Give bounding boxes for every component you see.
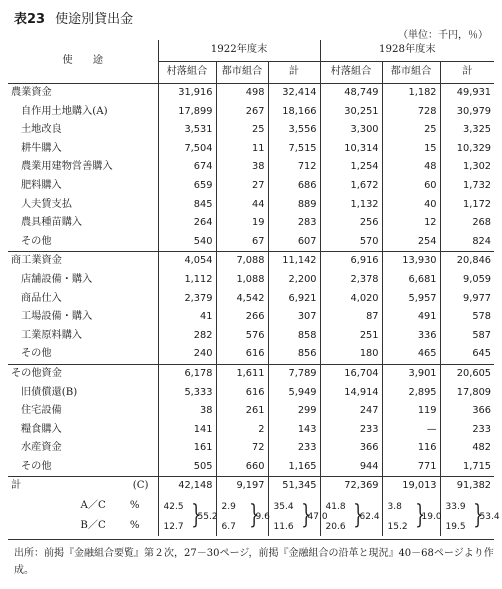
- row-label: [8, 421, 158, 440]
- ratio-cell: [216, 496, 268, 536]
- row-label: [8, 121, 158, 140]
- table-cell: 482: [440, 439, 494, 458]
- row-label-text: 農具種苗購入: [21, 217, 83, 229]
- table-cell: 498: [216, 84, 268, 103]
- table-cell: 9,197: [216, 477, 268, 496]
- table-cell: 119: [382, 402, 440, 421]
- ratio-ac-value: 3.8: [387, 502, 402, 513]
- table-cell: 1,132: [320, 196, 382, 215]
- row-label: [8, 384, 158, 403]
- table-cell: 282: [158, 327, 216, 346]
- table-cell: 578: [440, 308, 494, 327]
- table-cell: 4,054: [158, 252, 216, 271]
- table-row: [8, 140, 494, 159]
- ratio-ac-value: 41.8: [325, 502, 346, 513]
- table-cell: 505: [158, 458, 216, 477]
- table-cell: 1,182: [382, 84, 440, 103]
- table-cell: 19,013: [382, 477, 440, 496]
- table-cell: 87: [320, 308, 382, 327]
- table-cell: 728: [382, 103, 440, 122]
- brace: }: [190, 500, 201, 531]
- table-cell: 30,251: [320, 103, 382, 122]
- ratio-bc-value: 19.5: [445, 522, 466, 533]
- table-cell: 67: [216, 233, 268, 252]
- table-cell: 3,531: [158, 121, 216, 140]
- brace: }: [414, 500, 425, 531]
- table-cell: 587: [440, 327, 494, 346]
- table-cell: 307: [268, 308, 320, 327]
- bottom-rule: [8, 539, 494, 540]
- table-cell: 1,672: [320, 177, 382, 196]
- row-label-text: 肥料購入: [21, 179, 62, 191]
- table-body: [8, 84, 494, 477]
- row-label: [8, 103, 158, 122]
- table-cell: 5,333: [158, 384, 216, 403]
- table-cell: 40: [382, 196, 440, 215]
- table-row: [8, 214, 494, 233]
- table-cell: 366: [320, 439, 382, 458]
- brace: }: [300, 500, 311, 531]
- ratio-ac-label: A／C: [80, 500, 106, 512]
- table-cell: 7,088: [216, 252, 268, 271]
- ratio-labels: [8, 496, 158, 536]
- ratio-ac-value: 2.9: [221, 502, 236, 513]
- table-cell: 570: [320, 233, 382, 252]
- table-cell: 143: [268, 421, 320, 440]
- header-usage: 使 途: [8, 40, 158, 84]
- ratio-bc-value: 15.2: [387, 522, 408, 533]
- row-label-text: 工業原料購入: [21, 329, 83, 341]
- table-cell: 10,314: [320, 140, 382, 159]
- table-cell: 49,931: [440, 84, 494, 103]
- section-row: [8, 364, 494, 383]
- table-cell: 1,715: [440, 458, 494, 477]
- table-cell: 616: [216, 384, 268, 403]
- table-cell: 1,088: [216, 271, 268, 290]
- table-cell: 283: [268, 214, 320, 233]
- table-cell: 42,148: [158, 477, 216, 496]
- table-cell: 465: [382, 345, 440, 364]
- table-row: [8, 458, 494, 477]
- table-cell: 6,178: [158, 364, 216, 383]
- table-cell: 771: [382, 458, 440, 477]
- row-label: [8, 214, 158, 233]
- ratio-cell: [382, 496, 440, 536]
- table-cell: 264: [158, 214, 216, 233]
- table-cell: 266: [216, 308, 268, 327]
- loan-usage-table: [8, 40, 500, 536]
- table-cell: 845: [158, 196, 216, 215]
- row-label: [8, 252, 158, 271]
- table-cell: 233: [440, 421, 494, 440]
- table-cell: 607: [268, 233, 320, 252]
- table-cell: 299: [268, 402, 320, 421]
- table-cell: 9,059: [440, 271, 494, 290]
- row-label-text: 農業資金: [11, 87, 52, 98]
- row-label-text: 旧債償還(B): [21, 386, 78, 398]
- table-row: [8, 308, 494, 327]
- row-label-text: その他: [21, 460, 52, 472]
- row-label-text: その他: [21, 235, 52, 247]
- header-col: 計: [268, 62, 320, 84]
- table-title-text: 使途別貸出金: [55, 12, 134, 27]
- header-1928: 1928年度末: [320, 40, 494, 62]
- unit-note: （単位：千円，％）: [398, 30, 488, 41]
- table-cell: 660: [216, 458, 268, 477]
- table-cell: 576: [216, 327, 268, 346]
- table-cell: 17,809: [440, 384, 494, 403]
- table-cell: 14,914: [320, 384, 382, 403]
- row-label: [8, 233, 158, 252]
- table-cell: 1,172: [440, 196, 494, 215]
- table-cell: 366: [440, 402, 494, 421]
- table-cell: 645: [440, 345, 494, 364]
- table-cell: 38: [216, 158, 268, 177]
- ratio-sum-value: 19.0: [421, 512, 442, 523]
- header-1922: 1922年度末: [158, 40, 320, 62]
- table-cell: 1,302: [440, 158, 494, 177]
- table-cell: 11,142: [268, 252, 320, 271]
- table-cell: 48: [382, 158, 440, 177]
- section-row: [8, 252, 494, 271]
- table-cell: 7,504: [158, 140, 216, 159]
- row-label: [8, 439, 158, 458]
- table-cell: 674: [158, 158, 216, 177]
- table-cell: 60: [382, 177, 440, 196]
- table-cell: 491: [382, 308, 440, 327]
- brace: }: [248, 500, 259, 531]
- header-col: 都市組合: [216, 62, 268, 84]
- table-cell: 6,921: [268, 290, 320, 309]
- table-cell: 712: [268, 158, 320, 177]
- table-cell: 254: [382, 233, 440, 252]
- table-cell: 27: [216, 177, 268, 196]
- table-row: [8, 103, 494, 122]
- row-label-text: その他資金: [11, 367, 62, 379]
- table-cell: 2,379: [158, 290, 216, 309]
- table-cell: 17,899: [158, 103, 216, 122]
- table-row: [8, 121, 494, 140]
- table-row: [8, 233, 494, 252]
- table-cell: 10,329: [440, 140, 494, 159]
- row-label: [8, 196, 158, 215]
- ratio-bc-value: 20.6: [325, 522, 346, 533]
- table-cell: 4,020: [320, 290, 382, 309]
- row-label: [8, 458, 158, 477]
- table-cell: 2,378: [320, 271, 382, 290]
- row-label: [8, 308, 158, 327]
- table-cell: 91,382: [440, 477, 494, 496]
- header-col: 村落組合: [158, 62, 216, 84]
- table-cell: 116: [382, 439, 440, 458]
- table-cell: 41: [158, 308, 216, 327]
- table-row: [8, 421, 494, 440]
- total-row: [8, 477, 494, 496]
- table-cell: 18,166: [268, 103, 320, 122]
- ratio-bc-value: 6.7: [221, 522, 236, 533]
- table-row: [8, 439, 494, 458]
- table-row: [8, 384, 494, 403]
- table-cell: 2,200: [268, 271, 320, 290]
- source-note: 出所：前掲『金融組合要覧』第２次，27－30ページ，前掲『金融組合の沿革と現況』40－68ページより作成。: [14, 548, 494, 576]
- table-cell: —: [382, 421, 440, 440]
- table-row: [8, 290, 494, 309]
- ratio-ac-value: 42.5: [163, 502, 184, 513]
- ratio-cell: [158, 496, 216, 536]
- table-cell: 9,977: [440, 290, 494, 309]
- ratio-sum-value: 62.4: [359, 512, 380, 523]
- row-label-text: 自作用土地購入(A): [21, 105, 108, 117]
- table-cell: 1,611: [216, 364, 268, 383]
- table-cell: 336: [382, 327, 440, 346]
- header-col: 計: [440, 62, 494, 84]
- total-label: [8, 477, 158, 496]
- total-mark: (C): [132, 480, 149, 492]
- table-cell: 616: [216, 345, 268, 364]
- table-cell: 268: [440, 214, 494, 233]
- table-cell: 13,930: [382, 252, 440, 271]
- brace: }: [352, 500, 363, 531]
- table-row: [8, 327, 494, 346]
- table-cell: 6,681: [382, 271, 440, 290]
- table-cell: 141: [158, 421, 216, 440]
- table-cell: 51,345: [268, 477, 320, 496]
- table-cell: 4,542: [216, 290, 268, 309]
- row-label-text: 住宅設備: [21, 405, 62, 417]
- table-cell: 889: [268, 196, 320, 215]
- row-label-text: 水産資金: [21, 442, 62, 454]
- row-label: [8, 364, 158, 383]
- table-cell: 20,846: [440, 252, 494, 271]
- table-cell: 540: [158, 233, 216, 252]
- table-cell: 19: [216, 214, 268, 233]
- table-number: 表23: [14, 12, 46, 27]
- table-cell: 1,254: [320, 158, 382, 177]
- table-cell: 261: [216, 402, 268, 421]
- row-label: [8, 158, 158, 177]
- row-label: [8, 84, 158, 103]
- table-cell: 1,112: [158, 271, 216, 290]
- row-label-text: 店舗設備・購入: [21, 273, 93, 285]
- header-col: 都市組合: [382, 62, 440, 84]
- ratio-sum-value: 9.6: [255, 512, 270, 523]
- row-label: [8, 290, 158, 309]
- table-cell: 3,325: [440, 121, 494, 140]
- header-col: 村落組合: [320, 62, 382, 84]
- ratio-cell: [268, 496, 328, 536]
- row-label-text: 糧食購入: [21, 423, 62, 435]
- row-label-text: 人夫賃支払: [21, 198, 72, 210]
- table-cell: 20,605: [440, 364, 494, 383]
- ratio-pct: %: [129, 500, 140, 512]
- ratio-sum-value: 47.0: [307, 512, 328, 523]
- ratio-bc-value: 12.7: [163, 522, 184, 533]
- table-cell: 44: [216, 196, 268, 215]
- table-cell: 161: [158, 439, 216, 458]
- table-cell: 256: [320, 214, 382, 233]
- table-cell: 6,916: [320, 252, 382, 271]
- table-cell: 5,949: [268, 384, 320, 403]
- table-cell: 48,749: [320, 84, 382, 103]
- row-label-text: 土地改良: [21, 124, 62, 136]
- table-cell: 686: [268, 177, 320, 196]
- table-cell: 72: [216, 439, 268, 458]
- row-label-text: 農業用建物営善購入: [21, 161, 113, 173]
- brace: }: [472, 500, 483, 531]
- table-row: [8, 271, 494, 290]
- row-label-text: 商工業資金: [11, 255, 62, 267]
- ratio-ac-value: 33.9: [445, 502, 466, 513]
- table-cell: 38: [158, 402, 216, 421]
- row-label: [8, 345, 158, 364]
- table-cell: 30,979: [440, 103, 494, 122]
- ratio-bc-value: 11.6: [273, 522, 294, 533]
- table-cell: 72,369: [320, 477, 382, 496]
- table-cell: 240: [158, 345, 216, 364]
- table-cell: 2: [216, 421, 268, 440]
- table-cell: 31,916: [158, 84, 216, 103]
- table-cell: 180: [320, 345, 382, 364]
- header-row-years: [8, 40, 494, 62]
- ratio-bc-label: B／C: [80, 520, 106, 532]
- row-label: [8, 402, 158, 421]
- table-cell: 12: [382, 214, 440, 233]
- table-cell: 2,895: [382, 384, 440, 403]
- row-label: [8, 327, 158, 346]
- table-cell: 251: [320, 327, 382, 346]
- table-cell: 3,556: [268, 121, 320, 140]
- section-row: [8, 84, 494, 103]
- row-label: [8, 177, 158, 196]
- total-label-text: 計: [11, 480, 22, 492]
- ratio-cell: [320, 496, 382, 536]
- table-row: [8, 345, 494, 364]
- table-cell: 7,789: [268, 364, 320, 383]
- table-cell: 25: [216, 121, 268, 140]
- table-cell: 16,704: [320, 364, 382, 383]
- table-cell: 32,414: [268, 84, 320, 103]
- ratio-sum-value: 53.4: [479, 512, 500, 523]
- row-label-text: 工場設備・購入: [21, 311, 93, 323]
- table-row: [8, 196, 494, 215]
- row-label-text: その他: [21, 348, 52, 360]
- ratio-pct: %: [129, 520, 140, 532]
- table-row: [8, 158, 494, 177]
- table-cell: 247: [320, 402, 382, 421]
- table-cell: 7,515: [268, 140, 320, 159]
- table-cell: 858: [268, 327, 320, 346]
- table-cell: 5,957: [382, 290, 440, 309]
- table-cell: 233: [268, 439, 320, 458]
- ratio-sum-value: 55.2: [197, 512, 218, 523]
- row-label: [8, 140, 158, 159]
- table-cell: 1,165: [268, 458, 320, 477]
- table-cell: 3,901: [382, 364, 440, 383]
- table-cell: 1,732: [440, 177, 494, 196]
- table-cell: 11: [216, 140, 268, 159]
- table-title: [14, 8, 133, 27]
- table-cell: 856: [268, 345, 320, 364]
- table-cell: 233: [320, 421, 382, 440]
- table-cell: 25: [382, 121, 440, 140]
- table-cell: 15: [382, 140, 440, 159]
- ratio-ac-value: 35.4: [273, 502, 294, 513]
- table-cell: 944: [320, 458, 382, 477]
- ratio-cell: [440, 496, 500, 536]
- table-cell: 824: [440, 233, 494, 252]
- row-label-text: 耕牛購入: [21, 142, 62, 154]
- row-label: [8, 271, 158, 290]
- table-row: [8, 402, 494, 421]
- table-cell: 267: [216, 103, 268, 122]
- table-cell: 3,300: [320, 121, 382, 140]
- table-row: [8, 177, 494, 196]
- table-cell: 659: [158, 177, 216, 196]
- row-label-text: 商品仕入: [21, 292, 62, 304]
